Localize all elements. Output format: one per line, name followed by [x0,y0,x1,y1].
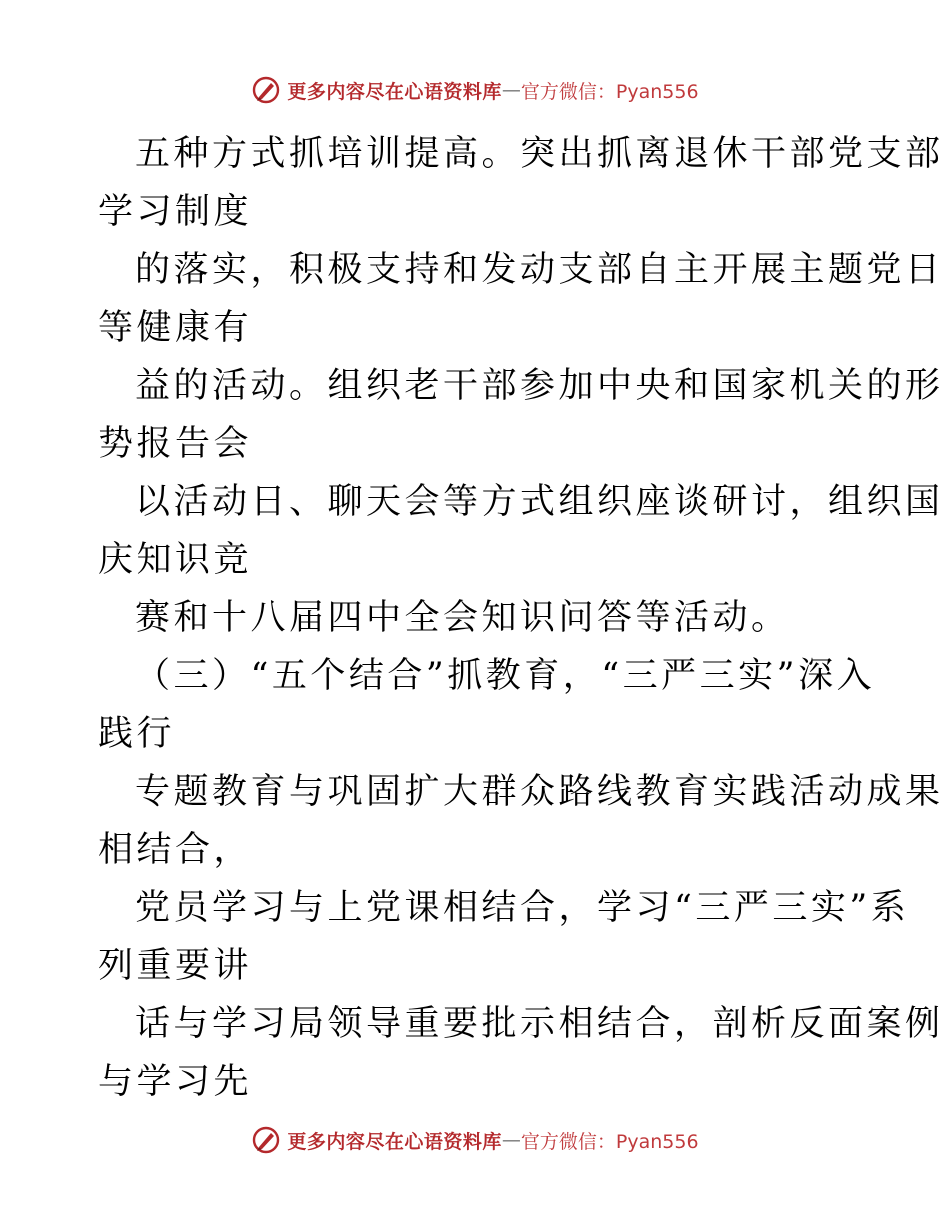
text-line: 学习制度 [98,192,253,232]
text-line: 的落实，积极支持和发动支部自主开展主题党日 [135,250,944,290]
banner-dash: — [501,79,521,101]
text-line: 以活动日、聊天会等方式组织座谈研讨，组织国 [135,482,944,522]
text-line: 专题教育与巩固扩大群众路线教育实践活动成果 [135,772,944,812]
text-line: 赛和十八届四中全会知识问答等活动。 [135,598,790,638]
banner-text: 更多内容尽在心语资料库 [287,1130,502,1153]
text-line: 势报告会 [98,424,253,464]
text-line: 践行 [98,714,176,754]
text-line: 五种方式抓培训提高。突出抓离退休干部党支部 [135,134,944,174]
text-line: 益的活动。组织老干部参加中央和国家机关的形 [135,366,944,406]
text-line: （三）“五个结合”抓教育，“三严三实”深入 [135,656,876,696]
document-body [98,125,944,1111]
banner-wechat: 官方微信：Pyan556 [520,1130,699,1153]
banner-dash: — [501,1129,521,1151]
footer-banner [0,1120,950,1160]
text-line: 庆知识竞 [98,540,253,580]
banner-wechat: 官方微信：Pyan556 [520,80,699,103]
text-line: 相结合， [98,830,253,870]
text-line: 等健康有 [98,308,253,348]
text-line: 与学习先 [98,1062,253,1102]
text-line: 话与学习局领导重要批示相结合，剖析反面案例 [135,1004,944,1044]
pen-logo-icon [251,1125,281,1155]
text-line: 党员学习与上党课相结合，学习“三严三实”系 [135,888,910,928]
text-line: 列重要讲 [98,946,253,986]
pen-logo-icon [251,75,281,105]
header-banner [0,70,950,110]
banner-text: 更多内容尽在心语资料库 [287,80,502,103]
